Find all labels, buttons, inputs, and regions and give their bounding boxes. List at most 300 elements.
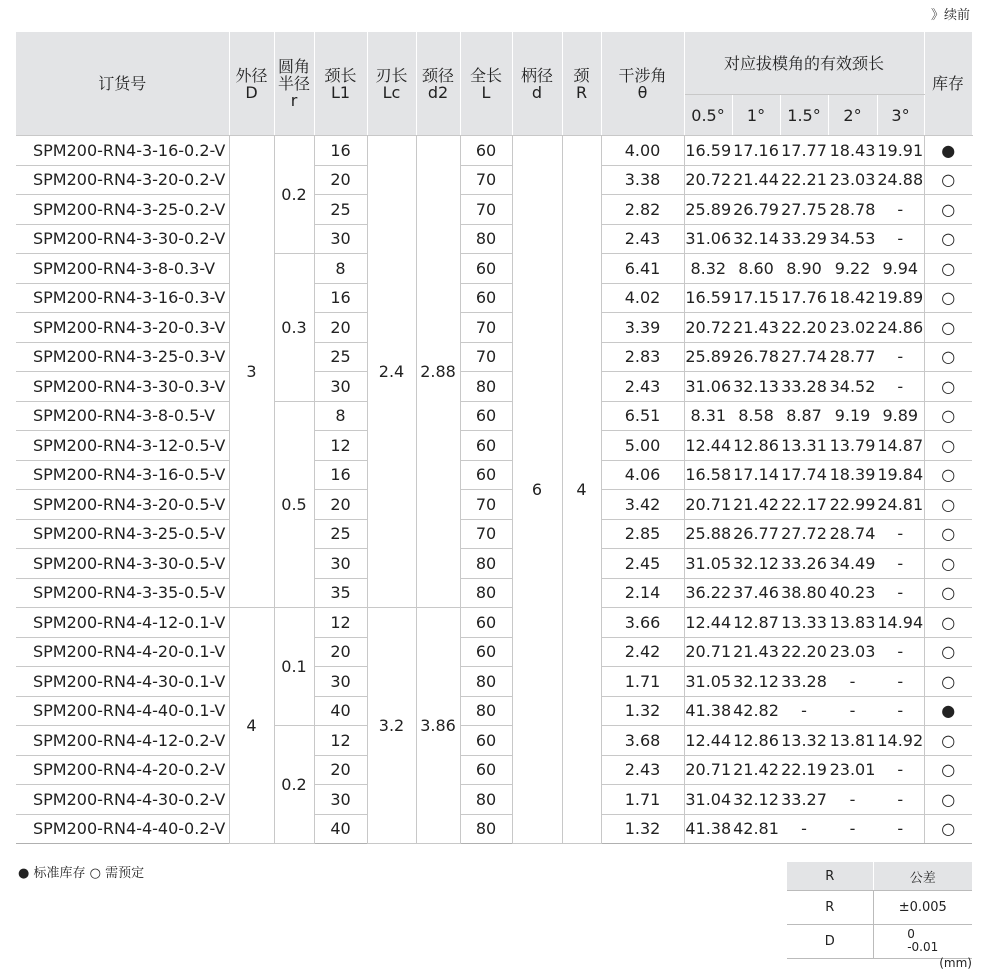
effective-neck-length: 17.14 <box>732 460 780 490</box>
interference-angle: 2.45 <box>601 549 684 579</box>
effective-neck-length: 21.43 <box>732 313 780 343</box>
interference-angle: 2.43 <box>601 372 684 402</box>
effective-neck-length: 24.81 <box>877 490 924 520</box>
table-row <box>16 431 972 461</box>
effective-neck-length: 32.12 <box>732 785 780 815</box>
effective-neck-length: 19.84 <box>877 460 924 490</box>
neck-diameter: 3.86 <box>416 608 460 844</box>
effective-neck-length: 26.78 <box>732 342 780 372</box>
header-effective-neck-length: 对应拔模角的有效颈长 <box>684 32 924 95</box>
effective-neck-length: 31.06 <box>684 224 732 254</box>
stock-mark: ○ <box>924 313 972 343</box>
order-number: SPM200-RN4-3-12-0.5-V <box>16 431 229 461</box>
neck-length: 12 <box>314 726 367 756</box>
effective-neck-length: 37.46 <box>732 578 780 608</box>
header-neck-length: 颈长 L1 <box>314 32 367 136</box>
interference-angle: 3.38 <box>601 165 684 195</box>
effective-neck-length: - <box>828 785 877 815</box>
header-angle: 1.5° <box>780 95 828 136</box>
table-row <box>16 785 972 815</box>
overall-length: 60 <box>460 254 512 284</box>
table-row <box>16 224 972 254</box>
effective-neck-length: 23.03 <box>828 637 877 667</box>
effective-neck-length: 8.32 <box>684 254 732 284</box>
effective-neck-length: 8.60 <box>732 254 780 284</box>
order-number: SPM200-RN4-3-16-0.2-V <box>16 136 229 166</box>
table-row <box>16 549 972 579</box>
overall-length: 80 <box>460 578 512 608</box>
effective-neck-length: 41.38 <box>684 696 732 726</box>
effective-neck-length: 12.86 <box>732 726 780 756</box>
effective-neck-length: 28.74 <box>828 519 877 549</box>
order-number: SPM200-RN4-4-12-0.2-V <box>16 726 229 756</box>
effective-neck-length: - <box>877 637 924 667</box>
order-number: SPM200-RN4-4-12-0.1-V <box>16 608 229 638</box>
overall-length: 60 <box>460 608 512 638</box>
order-number: SPM200-RN4-3-25-0.3-V <box>16 342 229 372</box>
corner-radius: 0.2 <box>274 726 314 844</box>
overall-length: 70 <box>460 195 512 225</box>
order-number: SPM200-RN4-3-25-0.5-V <box>16 519 229 549</box>
interference-angle: 1.32 <box>601 696 684 726</box>
order-number: SPM200-RN4-3-20-0.3-V <box>16 313 229 343</box>
order-number: SPM200-RN4-3-16-0.3-V <box>16 283 229 313</box>
effective-neck-length: 12.44 <box>684 726 732 756</box>
order-number: SPM200-RN4-3-8-0.3-V <box>16 254 229 284</box>
order-number: SPM200-RN4-3-30-0.2-V <box>16 224 229 254</box>
neck-length: 40 <box>314 696 367 726</box>
order-number: SPM200-RN4-3-20-0.2-V <box>16 165 229 195</box>
overall-length: 60 <box>460 431 512 461</box>
effective-neck-length: 33.28 <box>780 667 828 697</box>
interference-angle: 6.51 <box>601 401 684 431</box>
overall-length: 70 <box>460 490 512 520</box>
stock-mark: ○ <box>924 608 972 638</box>
tolerance-header-item: R <box>787 862 873 891</box>
neck-r: 4 <box>562 136 601 844</box>
overall-length: 80 <box>460 549 512 579</box>
effective-neck-length: 22.20 <box>780 637 828 667</box>
effective-neck-length: 24.88 <box>877 165 924 195</box>
neck-length: 12 <box>314 608 367 638</box>
edge-length: 2.4 <box>367 136 416 608</box>
outer-diameter: 3 <box>229 136 274 608</box>
effective-neck-length: 17.15 <box>732 283 780 313</box>
tolerance-item: R <box>787 891 873 925</box>
table-row <box>16 165 972 195</box>
neck-length: 12 <box>314 431 367 461</box>
stock-mark: ○ <box>924 667 972 697</box>
header-stock: 库存 <box>924 32 972 136</box>
neck-length: 20 <box>314 755 367 785</box>
table-row <box>16 283 972 313</box>
effective-neck-length: 32.13 <box>732 372 780 402</box>
stock-mark: ○ <box>924 755 972 785</box>
stock-mark: ○ <box>924 578 972 608</box>
effective-neck-length: 25.89 <box>684 195 732 225</box>
order-number: SPM200-RN4-3-16-0.5-V <box>16 460 229 490</box>
effective-neck-length: 9.22 <box>828 254 877 284</box>
effective-neck-length: 28.77 <box>828 342 877 372</box>
neck-length: 20 <box>314 637 367 667</box>
effective-neck-length: 20.71 <box>684 755 732 785</box>
interference-angle: 2.43 <box>601 224 684 254</box>
order-number: SPM200-RN4-4-40-0.1-V <box>16 696 229 726</box>
effective-neck-length: 22.17 <box>780 490 828 520</box>
effective-neck-length: 24.86 <box>877 313 924 343</box>
table-row <box>16 578 972 608</box>
order-number: SPM200-RN4-3-20-0.5-V <box>16 490 229 520</box>
effective-neck-length: 13.83 <box>828 608 877 638</box>
overall-length: 70 <box>460 165 512 195</box>
stock-mark: ○ <box>924 431 972 461</box>
table-row <box>16 254 972 284</box>
stock-mark: ○ <box>924 195 972 225</box>
interference-angle: 1.71 <box>601 667 684 697</box>
effective-neck-length: 21.42 <box>732 755 780 785</box>
interference-angle: 3.42 <box>601 490 684 520</box>
table-row <box>16 401 972 431</box>
order-number: SPM200-RN4-4-20-0.1-V <box>16 637 229 667</box>
effective-neck-length: 33.28 <box>780 372 828 402</box>
effective-neck-length: 17.77 <box>780 136 828 166</box>
header-neck-diameter: 颈径 d2 <box>416 32 460 136</box>
table-row <box>16 313 972 343</box>
effective-neck-length: 14.92 <box>877 726 924 756</box>
tolerance-value: ±0.005 <box>873 891 972 925</box>
stock-mark: ○ <box>924 549 972 579</box>
effective-neck-length: - <box>780 696 828 726</box>
effective-neck-length: 22.19 <box>780 755 828 785</box>
effective-neck-length: 23.01 <box>828 755 877 785</box>
effective-neck-length: 42.81 <box>732 814 780 844</box>
neck-length: 20 <box>314 165 367 195</box>
effective-neck-length: 12.86 <box>732 431 780 461</box>
effective-neck-length: 20.72 <box>684 165 732 195</box>
effective-neck-length: 17.74 <box>780 460 828 490</box>
interference-angle: 3.39 <box>601 313 684 343</box>
overall-length: 70 <box>460 519 512 549</box>
neck-length: 25 <box>314 342 367 372</box>
effective-neck-length: - <box>877 578 924 608</box>
effective-neck-length: 13.33 <box>780 608 828 638</box>
effective-neck-length: 31.04 <box>684 785 732 815</box>
header-angle: 0.5° <box>684 95 732 136</box>
order-number: SPM200-RN4-3-8-0.5-V <box>16 401 229 431</box>
overall-length: 60 <box>460 460 512 490</box>
tolerance-table <box>787 862 972 959</box>
effective-neck-length: 23.03 <box>828 165 877 195</box>
table-row <box>16 342 972 372</box>
effective-neck-length: - <box>828 696 877 726</box>
effective-neck-length: - <box>877 814 924 844</box>
effective-neck-length: - <box>877 372 924 402</box>
effective-neck-length: 28.78 <box>828 195 877 225</box>
effective-neck-length: 27.75 <box>780 195 828 225</box>
interference-angle: 6.41 <box>601 254 684 284</box>
effective-neck-length: 12.44 <box>684 608 732 638</box>
effective-neck-length: 27.74 <box>780 342 828 372</box>
shank-diameter: 6 <box>512 136 562 844</box>
edge-length: 3.2 <box>367 608 416 844</box>
overall-length: 60 <box>460 755 512 785</box>
effective-neck-length: 18.42 <box>828 283 877 313</box>
effective-neck-length: 13.81 <box>828 726 877 756</box>
interference-angle: 2.43 <box>601 755 684 785</box>
neck-length: 16 <box>314 283 367 313</box>
order-number: SPM200-RN4-3-35-0.5-V <box>16 578 229 608</box>
interference-angle: 4.02 <box>601 283 684 313</box>
interference-angle: 3.68 <box>601 726 684 756</box>
effective-neck-length: 32.14 <box>732 224 780 254</box>
stock-legend: ● 标准库存 ○ 需预定 <box>18 866 145 881</box>
corner-radius: 0.3 <box>274 254 314 402</box>
tolerance-value <box>873 925 972 959</box>
spec-table <box>16 32 973 844</box>
table-row <box>16 667 972 697</box>
neck-length: 40 <box>314 814 367 844</box>
stock-mark: ● <box>924 696 972 726</box>
effective-neck-length: 41.38 <box>684 814 732 844</box>
effective-neck-length: 23.02 <box>828 313 877 343</box>
table-row <box>16 195 972 225</box>
effective-neck-length: - <box>877 696 924 726</box>
neck-length: 25 <box>314 519 367 549</box>
continued-label: 》续前 <box>930 8 970 23</box>
neck-length: 30 <box>314 372 367 402</box>
effective-neck-length: - <box>877 195 924 225</box>
effective-neck-length: 19.91 <box>877 136 924 166</box>
effective-neck-length: 9.89 <box>877 401 924 431</box>
order-number: SPM200-RN4-3-30-0.5-V <box>16 549 229 579</box>
interference-angle: 4.06 <box>601 460 684 490</box>
effective-neck-length: 20.71 <box>684 490 732 520</box>
effective-neck-length: 20.72 <box>684 313 732 343</box>
effective-neck-length: 8.58 <box>732 401 780 431</box>
interference-angle: 1.32 <box>601 814 684 844</box>
effective-neck-length: 17.16 <box>732 136 780 166</box>
interference-angle: 4.00 <box>601 136 684 166</box>
header-overall-length: 全长 L <box>460 32 512 136</box>
tolerance-lower: -0.01 <box>907 940 939 954</box>
effective-neck-length: 18.43 <box>828 136 877 166</box>
effective-neck-length: - <box>828 814 877 844</box>
table-row <box>16 726 972 756</box>
effective-neck-length: 9.19 <box>828 401 877 431</box>
neck-length: 35 <box>314 578 367 608</box>
tolerance-header-value: 公差 <box>873 862 972 891</box>
effective-neck-length: 21.44 <box>732 165 780 195</box>
tolerance-row <box>787 891 972 925</box>
effective-neck-length: 26.79 <box>732 195 780 225</box>
effective-neck-length: 40.23 <box>828 578 877 608</box>
effective-neck-length: 22.21 <box>780 165 828 195</box>
effective-neck-length: 21.43 <box>732 637 780 667</box>
header-shank-diameter: 柄径 d <box>512 32 562 136</box>
stock-mark: ○ <box>924 519 972 549</box>
effective-neck-length: 16.59 <box>684 283 732 313</box>
effective-neck-length: 8.31 <box>684 401 732 431</box>
unit-label: (mm) <box>939 956 972 970</box>
stock-mark: ○ <box>924 785 972 815</box>
interference-angle: 3.66 <box>601 608 684 638</box>
effective-neck-length: 16.59 <box>684 136 732 166</box>
overall-length: 70 <box>460 313 512 343</box>
effective-neck-length: 9.94 <box>877 254 924 284</box>
interference-angle: 2.83 <box>601 342 684 372</box>
header-angle: 1° <box>732 95 780 136</box>
interference-angle: 2.14 <box>601 578 684 608</box>
overall-length: 60 <box>460 136 512 166</box>
order-number: SPM200-RN4-4-40-0.2-V <box>16 814 229 844</box>
stock-mark: ○ <box>924 372 972 402</box>
effective-neck-length: - <box>877 549 924 579</box>
neck-length: 16 <box>314 136 367 166</box>
interference-angle: 5.00 <box>601 431 684 461</box>
neck-diameter: 2.88 <box>416 136 460 608</box>
effective-neck-length: 8.87 <box>780 401 828 431</box>
overall-length: 70 <box>460 342 512 372</box>
effective-neck-length: 31.05 <box>684 667 732 697</box>
effective-neck-length: 33.26 <box>780 549 828 579</box>
table-row <box>16 696 972 726</box>
table-row <box>16 490 972 520</box>
effective-neck-length: 31.05 <box>684 549 732 579</box>
overall-length: 80 <box>460 785 512 815</box>
header-radius: 圆角 半径 r <box>274 32 314 136</box>
effective-neck-length: - <box>780 814 828 844</box>
table-row <box>16 519 972 549</box>
overall-length: 60 <box>460 726 512 756</box>
table-row <box>16 460 972 490</box>
neck-length: 30 <box>314 667 367 697</box>
effective-neck-length: 32.12 <box>732 667 780 697</box>
effective-neck-length: 38.80 <box>780 578 828 608</box>
table-row <box>16 136 972 166</box>
stock-mark: ○ <box>924 726 972 756</box>
tolerance-upper: 0 <box>907 927 915 941</box>
interference-angle: 1.71 <box>601 785 684 815</box>
stock-mark: ○ <box>924 283 972 313</box>
neck-length: 30 <box>314 549 367 579</box>
effective-neck-length: 20.71 <box>684 637 732 667</box>
overall-length: 80 <box>460 814 512 844</box>
overall-length: 80 <box>460 224 512 254</box>
corner-radius: 0.5 <box>274 401 314 608</box>
header-neck-r: 颈 R <box>562 32 601 136</box>
effective-neck-length: 17.76 <box>780 283 828 313</box>
table-row <box>16 637 972 667</box>
order-number: SPM200-RN4-3-30-0.3-V <box>16 372 229 402</box>
order-number: SPM200-RN4-4-30-0.1-V <box>16 667 229 697</box>
stock-mark: ○ <box>924 814 972 844</box>
neck-length: 8 <box>314 401 367 431</box>
stock-mark: ○ <box>924 254 972 284</box>
stock-mark: ○ <box>924 224 972 254</box>
overall-length: 80 <box>460 372 512 402</box>
effective-neck-length: - <box>877 785 924 815</box>
stock-mark: ○ <box>924 637 972 667</box>
stock-mark: ○ <box>924 342 972 372</box>
header-edge-length: 刃长 Lc <box>367 32 416 136</box>
effective-neck-length: - <box>877 224 924 254</box>
stock-mark: ○ <box>924 401 972 431</box>
effective-neck-length: 31.06 <box>684 372 732 402</box>
tolerance-item: D <box>787 925 873 959</box>
effective-neck-length: 25.89 <box>684 342 732 372</box>
neck-length: 25 <box>314 195 367 225</box>
overall-length: 60 <box>460 637 512 667</box>
neck-length: 20 <box>314 490 367 520</box>
effective-neck-length: 25.88 <box>684 519 732 549</box>
neck-length: 30 <box>314 785 367 815</box>
effective-neck-length: 27.72 <box>780 519 828 549</box>
table-row <box>16 372 972 402</box>
header-angle: 2° <box>828 95 877 136</box>
effective-neck-length: 22.99 <box>828 490 877 520</box>
order-number: SPM200-RN4-4-30-0.2-V <box>16 785 229 815</box>
interference-angle: 2.85 <box>601 519 684 549</box>
table-row <box>16 608 972 638</box>
effective-neck-length: - <box>877 342 924 372</box>
effective-neck-length: - <box>877 667 924 697</box>
stock-mark: ○ <box>924 460 972 490</box>
neck-length: 20 <box>314 313 367 343</box>
stock-mark: ○ <box>924 490 972 520</box>
effective-neck-length: 13.79 <box>828 431 877 461</box>
overall-length: 60 <box>460 401 512 431</box>
header-angle: 3° <box>877 95 924 136</box>
overall-length: 60 <box>460 283 512 313</box>
overall-length: 80 <box>460 696 512 726</box>
effective-neck-length: 26.77 <box>732 519 780 549</box>
effective-neck-length: - <box>877 755 924 785</box>
header-order: 订货号 <box>16 32 229 136</box>
effective-neck-length: 12.44 <box>684 431 732 461</box>
effective-neck-length: 8.90 <box>780 254 828 284</box>
effective-neck-length: 36.22 <box>684 578 732 608</box>
stock-mark: ● <box>924 136 972 166</box>
effective-neck-length: 34.53 <box>828 224 877 254</box>
effective-neck-length: 33.27 <box>780 785 828 815</box>
effective-neck-length: 33.29 <box>780 224 828 254</box>
effective-neck-length: 19.89 <box>877 283 924 313</box>
table-row <box>16 755 972 785</box>
order-number: SPM200-RN4-3-25-0.2-V <box>16 195 229 225</box>
neck-length: 16 <box>314 460 367 490</box>
table-row <box>16 814 972 844</box>
effective-neck-length: 21.42 <box>732 490 780 520</box>
corner-radius: 0.1 <box>274 608 314 726</box>
neck-length: 30 <box>314 224 367 254</box>
stock-mark: ○ <box>924 165 972 195</box>
corner-radius: 0.2 <box>274 136 314 254</box>
header-interference-angle: 干涉角 θ <box>601 32 684 136</box>
effective-neck-length: 14.94 <box>877 608 924 638</box>
order-number: SPM200-RN4-4-20-0.2-V <box>16 755 229 785</box>
neck-length: 8 <box>314 254 367 284</box>
effective-neck-length: 14.87 <box>877 431 924 461</box>
effective-neck-length: 22.20 <box>780 313 828 343</box>
interference-angle: 2.42 <box>601 637 684 667</box>
header-d-outer: 外径 D <box>229 32 274 136</box>
overall-length: 80 <box>460 667 512 697</box>
effective-neck-length: 42.82 <box>732 696 780 726</box>
effective-neck-length: 34.52 <box>828 372 877 402</box>
effective-neck-length: 12.87 <box>732 608 780 638</box>
effective-neck-length: 13.32 <box>780 726 828 756</box>
effective-neck-length: - <box>828 667 877 697</box>
